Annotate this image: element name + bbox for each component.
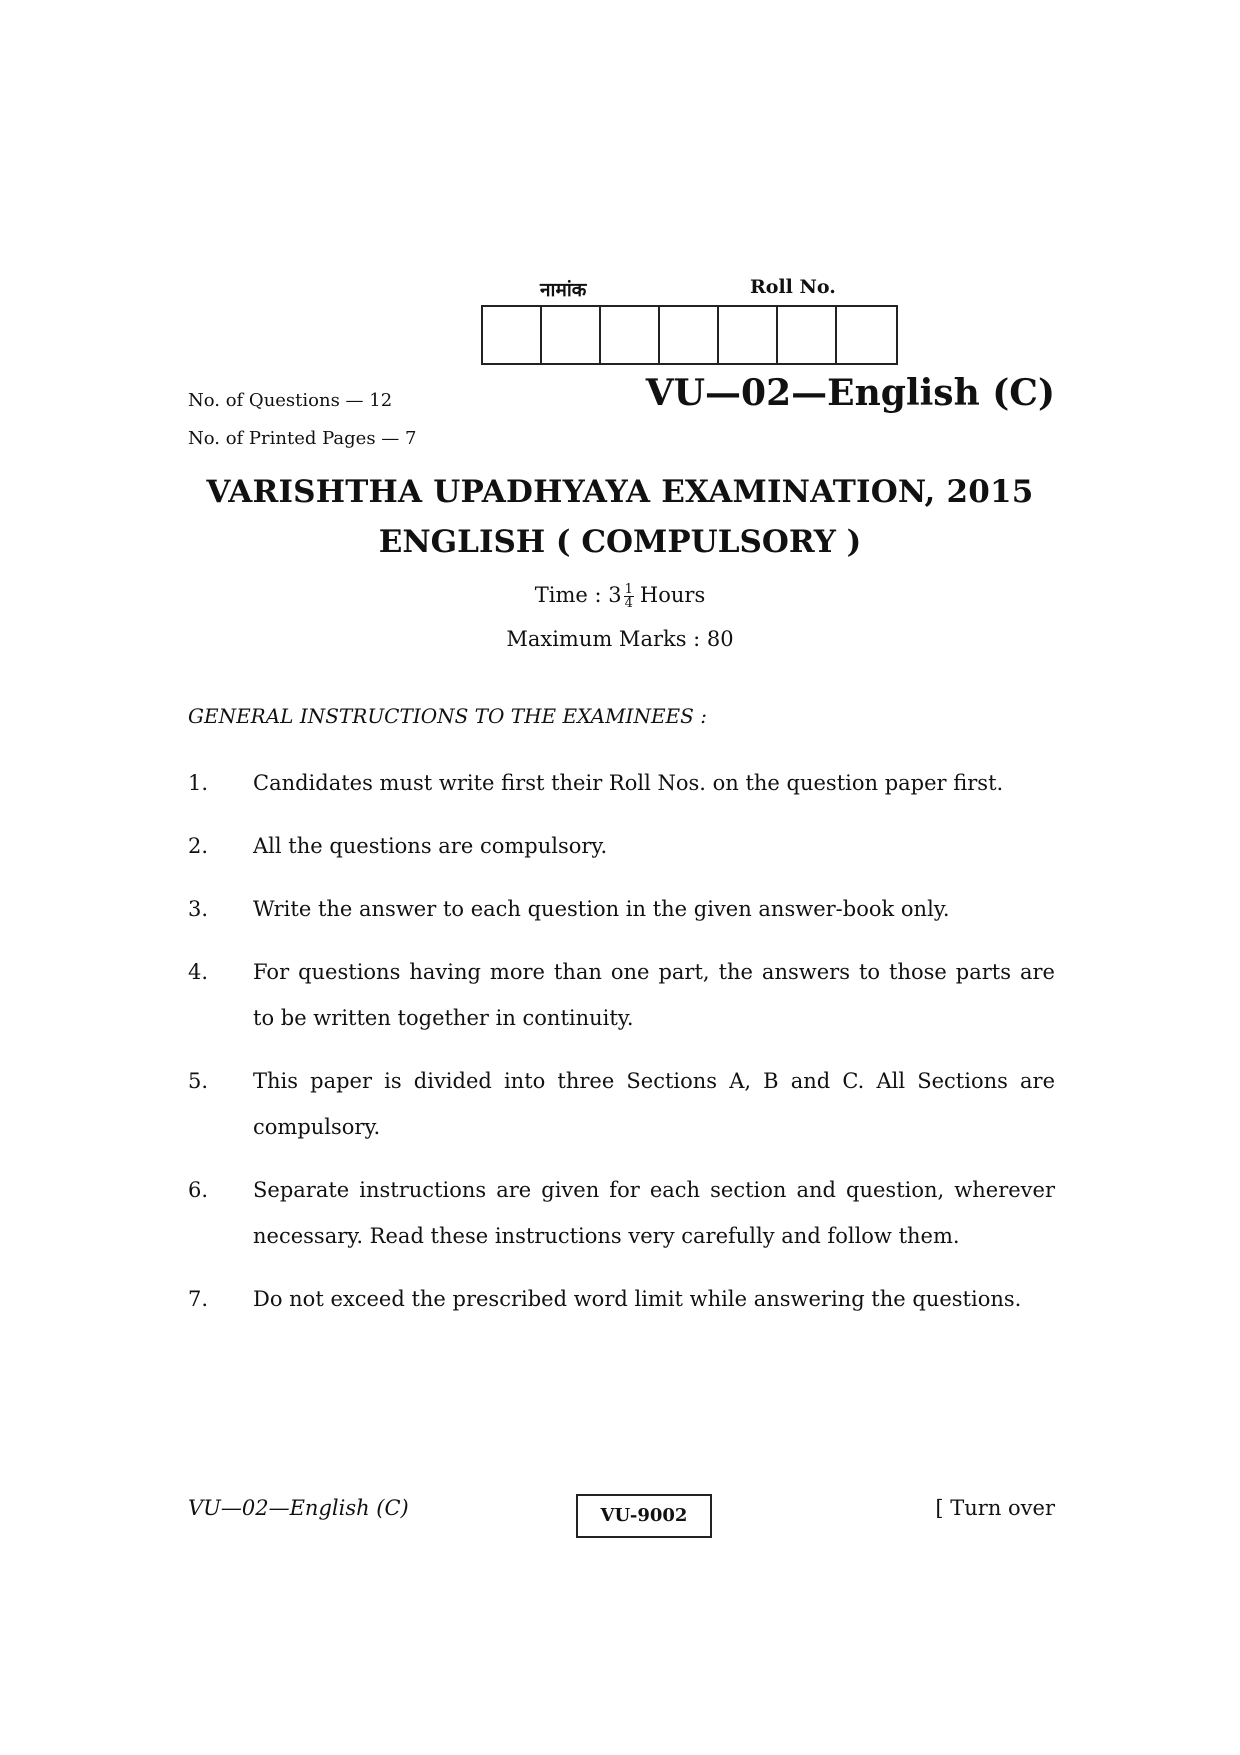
- fraction-denominator: 4: [624, 596, 633, 611]
- instruction-number: 3.: [188, 897, 209, 921]
- instruction-item: [188, 1167, 1055, 1259]
- instruction-number: 2.: [188, 834, 209, 858]
- time-suffix: Hours: [639, 583, 706, 607]
- fraction-numerator: 1: [624, 582, 633, 597]
- roll-number-box[interactable]: [837, 307, 896, 363]
- instruction-item: [188, 760, 1055, 806]
- exam-title: VARISHTHA UPADHYAYA EXAMINATION, 2015: [206, 474, 1034, 510]
- instruction-item: [188, 949, 1055, 1041]
- no-of-printed-pages: No. of Printed Pages — 7: [188, 428, 417, 449]
- instruction-text: Candidates must write first their Roll Nos. on the question paper first.: [253, 771, 1004, 795]
- roll-number-boxes: [481, 305, 898, 365]
- instruction-text: All the questions are compulsory.: [253, 834, 608, 858]
- instruction-text: Write the answer to each question in the given answer-book only.: [253, 897, 950, 921]
- instruction-text: For questions having more than one part, the answers to those parts are to be written together in continuity.: [253, 960, 1055, 1030]
- instruction-text: Do not exceed the prescribed word limit while answering the questions.: [253, 1287, 1022, 1311]
- maximum-marks: Maximum Marks : 80: [506, 627, 734, 651]
- instruction-item: [188, 886, 1055, 932]
- instructions-heading: GENERAL INSTRUCTIONS TO THE EXAMINEES :: [188, 704, 707, 728]
- roll-number-labels: [480, 276, 910, 306]
- instruction-number: 1.: [188, 771, 209, 795]
- footer-paper-code: VU—02—English (C): [188, 1496, 409, 1520]
- time-allowed: [0, 583, 1240, 610]
- instruction-number: 4.: [188, 960, 209, 984]
- instruction-item: [188, 1276, 1055, 1322]
- roll-label-english: Roll No.: [750, 276, 836, 298]
- instruction-number: 6.: [188, 1178, 209, 1202]
- roll-number-box[interactable]: [660, 307, 719, 363]
- instruction-text: This paper is divided into three Sections A, B and C. All Sections are compulsory.: [253, 1069, 1055, 1139]
- instruction-number: 7.: [188, 1287, 209, 1311]
- no-of-questions: No. of Questions — 12: [188, 390, 393, 411]
- time-fraction: [624, 583, 634, 610]
- roll-label-hindi: नामांक: [540, 279, 587, 301]
- instruction-text: Separate instructions are given for each section and question, wherever necessary. Read these instructions very carefully and follow them.: [253, 1178, 1055, 1248]
- roll-number-box[interactable]: [542, 307, 601, 363]
- instruction-item: [188, 1058, 1055, 1150]
- instructions-list: [188, 760, 1055, 1322]
- instruction-number: 5.: [188, 1069, 209, 1093]
- subject-title: ENGLISH ( COMPULSORY ): [378, 524, 862, 560]
- paper-code: VU—02—English (C): [645, 372, 1055, 414]
- roll-number-box[interactable]: [778, 307, 837, 363]
- instruction-item: [188, 823, 1055, 869]
- time-prefix: Time : 3: [534, 583, 622, 607]
- roll-number-box[interactable]: [719, 307, 778, 363]
- footer-series-code: VU-9002: [576, 1494, 712, 1538]
- roll-number-box[interactable]: [483, 307, 542, 363]
- turn-over-note: [ Turn over: [935, 1496, 1055, 1520]
- roll-number-box[interactable]: [601, 307, 660, 363]
